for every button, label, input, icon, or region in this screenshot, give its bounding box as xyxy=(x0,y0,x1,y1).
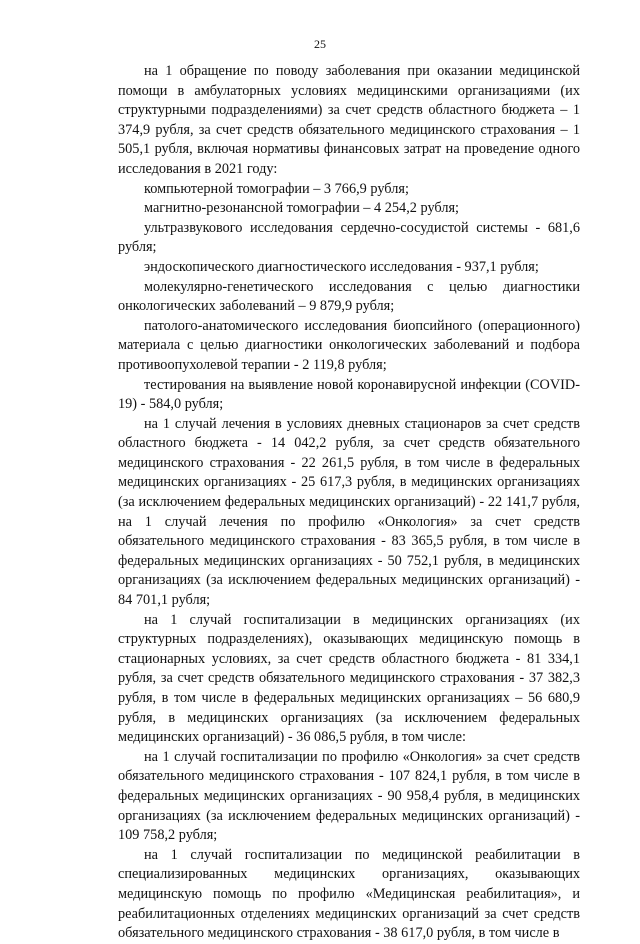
paragraph-ct: компьютерной томографии – 3 766,9 рубля; xyxy=(144,180,409,197)
paragraph-day-hospital: на 1 случай лечения в условиях дневных стационаров за счет средств областного бюджета - 14 042,2 рубля, за счет средств обязательного медицинского страхования - 22 261,5 рубля, в том числе в федеральных медицинских организациях - 25 617,3 рубля, в медицинских организациях (за исключением федеральных медицинских организаций) - 22 141,7 рубля, на 1 случай лечения по профилю «Онкология» за счет средств обязательного медицинского страхования - 83 365,5 рубля, в том числе в федеральных медицинских организациях - 50 752,1 рубля, в медицинских организациях (за исключением федеральных медицинских организаций) - 84 701,1 рубля; xyxy=(118,415,580,609)
paragraph-endoscopy: эндоскопического диагностического исследования - 937,1 рубля; xyxy=(144,258,539,275)
paragraph-pathology: патолого-анатомического исследования биопсийного (операционного) материала с целью диагностики онкологических заболеваний и подбора противоопухолевой терапии - 2 119,8 рубля; xyxy=(118,317,580,373)
page-number: 25 xyxy=(314,37,326,51)
paragraph-hospitalization: на 1 случай госпитализации в медицинских организациях (их структурных подразделениях), оказывающих медицинскую помощь в стационарных условиях, за счет средств областного бюджета - 81 334,1 рубля, за счет средств обязательного медицинского страхования - 37 382,3 рубля, в том числе в федеральных медицинских организациях – 56 680,9 рубля, в медицинских организациях (за исключением федеральных медицинских организаций) - 36 086,5 рубля, в том числе: xyxy=(118,611,580,746)
paragraph-outpatient-visit: на 1 обращение по поводу заболевания при оказании медицинской помощи в амбулаторных условиях медицинскими организациями (их структурными подразделениями) за счет средств областного бюджета – 1 374,9 рубля, за счет средств обязательного медицинского страхования – 1 505,1 рубля, включая нормативы финансовых затрат на проведение одного исследования в 2021 году: xyxy=(118,63,580,177)
paragraph-oncology-hospitalization: на 1 случай госпитализации по профилю «Онкология» за счет средств обязательного медицинского страхования - 107 824,1 рубля, в том числе в федеральных медицинских организациях - 90 958,4 рубля, в медицинских организациях (за исключением федеральных медицинских организаций) - 109 758,2 рубля; xyxy=(118,748,580,844)
paragraph-molecular-genetic: молекулярно-генетического исследования с целью диагностики онкологических заболеваний – 9 879,9 рубля; xyxy=(118,278,580,315)
paragraph-mri: магнитно-резонансной томографии – 4 254,2 рубля; xyxy=(144,200,460,217)
paragraph-covid-testing: тестирования на выявление новой коронавирусной инфекции (COVID-19) - 584,0 рубля; xyxy=(118,376,580,413)
paragraph-rehabilitation: на 1 случай госпитализации по медицинской реабилитации в специализированных медицинских организациях, оказывающих медицинскую помощь по профилю «Медицинская реабилитация», и реабилитационных отделениях медицинских организаций за счет средств обязательного медицинского страхования - 38 617,0 рубля, в том числе в xyxy=(118,846,580,942)
paragraph-ultrasound: ультразвукового исследования сердечно-сосудистой системы - 681,6 рубля; xyxy=(118,219,580,256)
document-body xyxy=(118,62,580,944)
